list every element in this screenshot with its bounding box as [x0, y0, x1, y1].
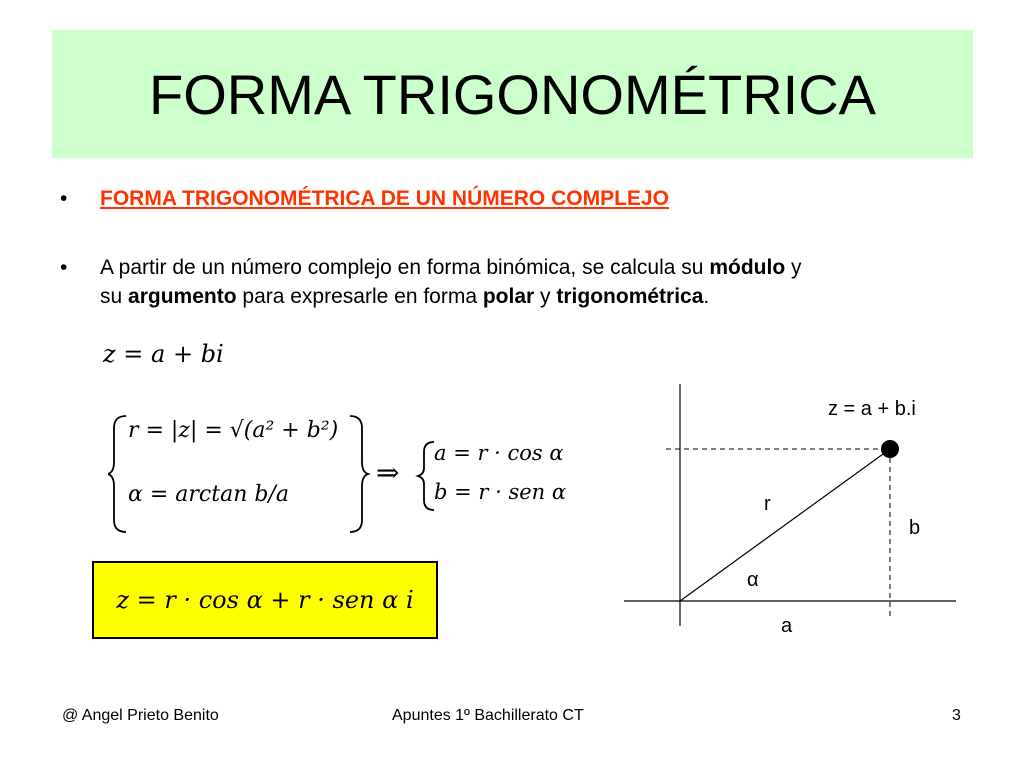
page-number: 3	[952, 707, 961, 724]
complex-plane-diagram	[600, 370, 980, 650]
section-heading	[100, 184, 669, 213]
bold-term: trigonométrica	[556, 285, 704, 308]
paragraph-text: su	[100, 285, 123, 308]
alpha-label: α	[747, 569, 759, 591]
complex-point	[881, 440, 899, 458]
title-banner	[52, 30, 973, 158]
paragraph-text: .	[703, 285, 710, 308]
paragraph-text: para expresarle en forma	[242, 285, 478, 308]
a-label: a	[781, 615, 793, 637]
imag-part-formula: b = r · sen α	[434, 480, 567, 504]
paragraph-text: A partir de un número complejo en forma binómica, se calcula su	[100, 256, 704, 279]
implies-arrow: ⇒	[376, 456, 400, 489]
slide-title: FORMA TRIGONOMÉTRICA	[149, 62, 876, 126]
description-paragraph	[100, 253, 980, 311]
footer-author: @ Angel Prieto Benito	[62, 707, 219, 724]
footer-course: Apuntes 1º Bachillerato CT	[392, 707, 584, 724]
bold-term: argumento	[128, 285, 237, 308]
r-label: r	[764, 493, 771, 515]
paragraph-text: y	[540, 285, 551, 308]
b-label: b	[909, 517, 921, 539]
bold-term: módulo	[709, 256, 786, 279]
paragraph-text: y	[791, 256, 802, 279]
left-brace	[108, 416, 126, 532]
argument-formula: α = arctan b/a	[128, 482, 289, 507]
modulus-formula: r = |z| = √(a² + b²)	[128, 418, 339, 443]
modulus-segment	[680, 449, 890, 601]
point-label: z = a + b.i	[828, 398, 916, 420]
result-brace	[418, 442, 434, 510]
real-part-formula: a = r · cos α	[434, 441, 564, 465]
binomial-formula: z = a + bi	[103, 340, 224, 368]
trig-form-formula: z = r · cos α + r · sen α i	[116, 586, 414, 614]
bullet-marker: •	[60, 256, 68, 279]
trig-form-box	[92, 561, 438, 639]
heading-text: FORMA TRIGONOMÉTRICA DE UN NÚMERO COMPLEJO	[100, 187, 669, 210]
right-brace	[350, 416, 368, 532]
bullet-marker: •	[60, 187, 68, 210]
bold-term: polar	[482, 285, 535, 308]
